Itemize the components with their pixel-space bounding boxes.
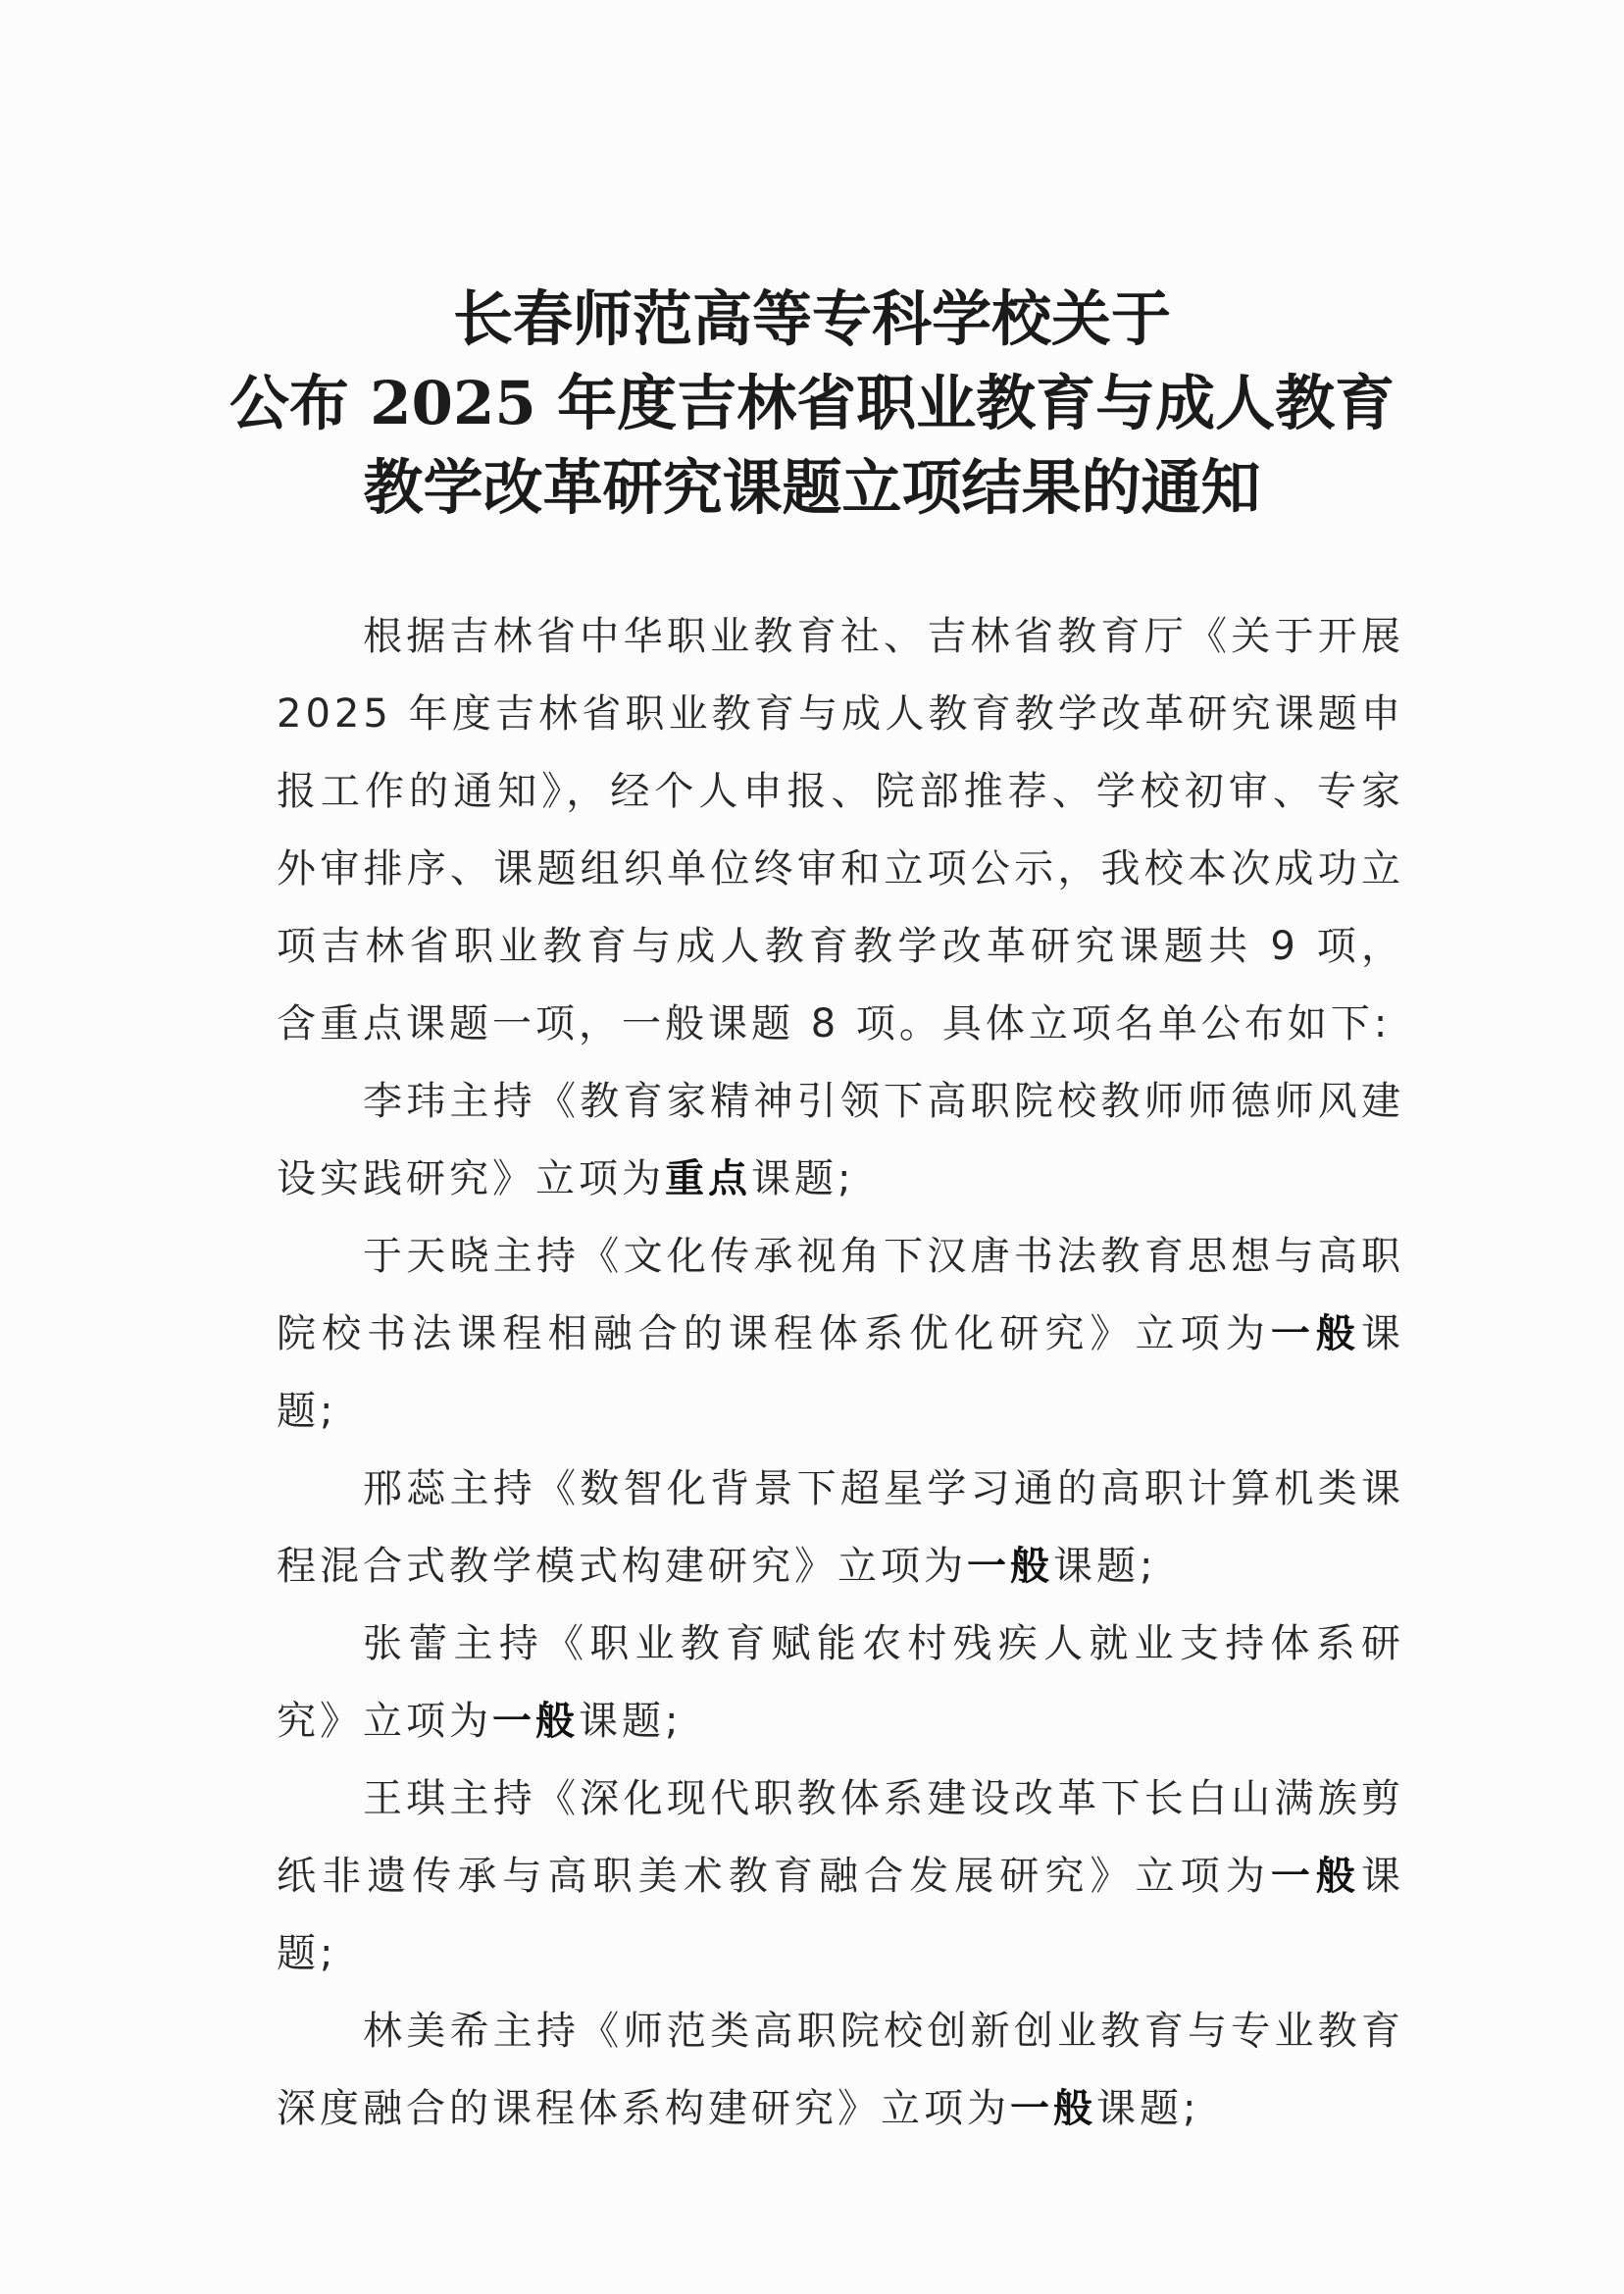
project-level: 一般 — [1010, 2086, 1096, 2131]
intro-paragraph: 根据吉林省中华职业教育社、吉林省教育厅《关于开展 2025 年度吉林省职业教育与成人教育教学改革研究课题申报工作的通知》，经个人申报、院部推荐、学校初审、专家外审排序、课题组织单位终审和立项公示，我校本次成功立项吉林省职业教育与成人教育教学改革研究课题共 9 项，含重点课题一项，一般课题 8 项。具体立项名单公布如下: — [277, 614, 1404, 1046]
document-body — [277, 598, 1404, 2148]
project-suffix: 课题; — [277, 1311, 1405, 1434]
project-description: 邢蕊主持《数智化背景下超星学习通的高职计算机类课程混合式教学模式构建研究》立项为 — [277, 1466, 1404, 1589]
project-level: 一般 — [1270, 1311, 1362, 1356]
project-description: 于天晓主持《文化传承视角下汉唐书法教育思想与高职院校书法课程相融合的课程体系优化研究》立项为 — [277, 1234, 1404, 1356]
document-title-line-3: 教学改革研究课题立项结果的通知 — [363, 453, 1261, 523]
project-level: 一般 — [1270, 1854, 1362, 1899]
project-suffix: 课题; — [277, 1854, 1405, 1976]
project-suffix: 课题; — [579, 1699, 683, 1744]
project-level: 一般 — [967, 1544, 1053, 1589]
project-level: 重点 — [665, 1156, 751, 1201]
project-suffix: 课题; — [1096, 2086, 1200, 2131]
project-item — [277, 1993, 1404, 2148]
project-suffix: 课题; — [751, 1156, 855, 1201]
project-item — [277, 1760, 1404, 1993]
project-item — [277, 1606, 1404, 1760]
project-level: 一般 — [492, 1699, 579, 1744]
document-title-line-1: 长春师范高等专科学校关于 — [452, 284, 1171, 354]
document-title-line-2: 公布 2025 年度吉林省职业教育与成人教育 — [228, 369, 1396, 438]
project-item — [277, 1218, 1404, 1451]
project-description: 林美希主持《师范类高职院校创新创业教育与专业教育深度融合的课程体系构建研究》立项为 — [277, 2009, 1404, 2131]
project-suffix: 课题; — [1053, 1544, 1157, 1589]
project-item — [277, 1063, 1404, 1218]
project-item — [277, 1451, 1404, 1606]
project-description: 张蕾主持《职业教育赋能农村残疾人就业支持体系研究》立项为 — [277, 1621, 1404, 1744]
project-description: 王琪主持《深化现代职教体系建设改革下长白山满族剪纸非遗传承与高职美术教育融合发展研究》立项为 — [277, 1776, 1404, 1899]
project-description: 李玮主持《教育家精神引领下高职院校教师师德师风建设实践研究》立项为 — [277, 1079, 1404, 1201]
